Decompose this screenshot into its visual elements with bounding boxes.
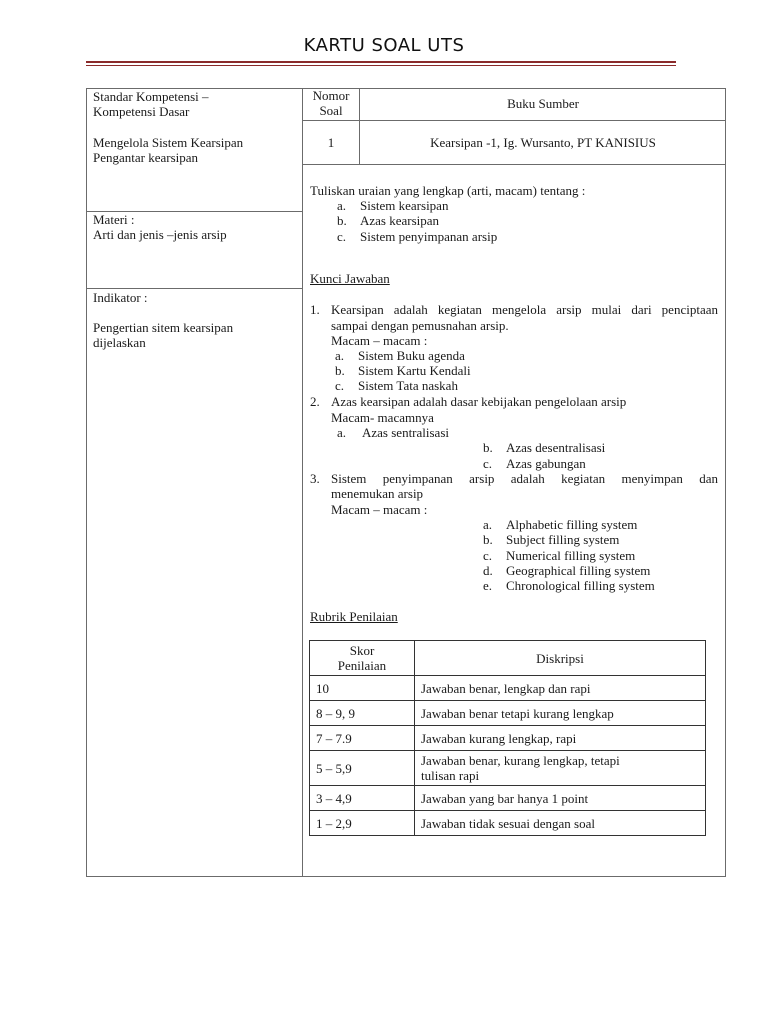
skor-cell: 3 – 4,9 bbox=[310, 786, 415, 811]
list-item: Subject filling system bbox=[506, 532, 620, 547]
list-marker: a. bbox=[337, 198, 347, 213]
sk-line-2: Pengantar kearsipan bbox=[93, 150, 199, 165]
list-item: Sistem Buku agenda bbox=[358, 348, 465, 363]
list-item: Sistem kearsipan bbox=[360, 198, 449, 213]
list-marker: a. bbox=[335, 348, 345, 363]
table-row bbox=[310, 726, 706, 751]
title-rule bbox=[86, 61, 676, 63]
table-row bbox=[310, 811, 706, 836]
list-item: Azas gabungan bbox=[506, 456, 586, 471]
table-row bbox=[310, 676, 706, 701]
kd-title: Kompetensi Dasar bbox=[93, 104, 190, 119]
indikator-line-1: Pengertian sitem kearsipan bbox=[93, 320, 234, 335]
answer-text: Azas kearsipan adalah dasar kebijakan pengelolaan arsip bbox=[331, 394, 627, 409]
desc-cell: Jawaban yang bar hanya 1 point bbox=[415, 786, 706, 811]
skor-cell: 10 bbox=[310, 676, 415, 701]
page-title: KARTU SOAL UTS bbox=[303, 35, 465, 56]
list-marker: a. bbox=[483, 517, 493, 532]
materi-value: Arti dan jenis –jenis arsip bbox=[93, 227, 227, 242]
list-marker: b. bbox=[483, 532, 493, 547]
answer-number: 1. bbox=[310, 302, 320, 317]
rubric-heading: Rubrik Penilaian bbox=[310, 609, 398, 624]
list-marker: c. bbox=[483, 548, 493, 563]
desc-cell: Jawaban benar tetapi kurang lengkap bbox=[415, 701, 706, 726]
indikator-label: Indikator : bbox=[93, 290, 148, 305]
answer-number: 3. bbox=[310, 471, 320, 486]
indikator-line-2: dijelaskan bbox=[93, 335, 146, 350]
list-item: Azas kearsipan bbox=[360, 213, 440, 228]
column-header-line: Penilaian bbox=[337, 658, 387, 673]
answer-macam: Macam – macam : bbox=[331, 333, 428, 348]
soal-label: Soal bbox=[319, 103, 343, 118]
desc-line: Jawaban benar, kurang lengkap, tetapi bbox=[421, 753, 620, 768]
question-prompt: Tuliskan uraian yang lengkap (arti, macam) tentang : bbox=[310, 183, 586, 198]
list-item: Chronological filling system bbox=[506, 578, 655, 593]
table-row bbox=[310, 786, 706, 811]
list-marker: b. bbox=[335, 363, 345, 378]
desc-cell: Jawaban kurang lengkap, rapi bbox=[415, 726, 706, 751]
answer-macam: Macam – macam : bbox=[331, 502, 428, 517]
skor-cell: 5 – 5,9 bbox=[310, 751, 415, 786]
title-rule-thin bbox=[86, 65, 676, 66]
buku-sumber-header: Buku Sumber bbox=[507, 96, 579, 111]
table-row bbox=[310, 701, 706, 726]
desc-line: tulisan rapi bbox=[421, 768, 480, 783]
answer-text: sampai dengan pemusnahan arsip. bbox=[331, 318, 509, 333]
list-marker: c. bbox=[337, 229, 347, 244]
list-marker: e. bbox=[483, 578, 493, 593]
answer-text: menemukan arsip bbox=[331, 486, 424, 501]
sk-title: Standar Kompetensi – bbox=[93, 89, 209, 104]
list-marker: b. bbox=[483, 440, 493, 455]
list-marker: d. bbox=[483, 563, 493, 578]
list-marker: a. bbox=[337, 425, 347, 440]
list-item: Numerical filling system bbox=[506, 548, 636, 563]
list-marker: c. bbox=[335, 378, 345, 393]
nomor-value: 1 bbox=[327, 135, 335, 150]
answer-macam: Macam- macamnya bbox=[331, 410, 434, 425]
answer-number: 2. bbox=[310, 394, 320, 409]
list-item: Sistem penyimpanan arsip bbox=[360, 229, 498, 244]
skor-cell: 1 – 2,9 bbox=[310, 811, 415, 836]
buku-sumber-value: Kearsipan -1, Ig. Wursanto, PT KANISIUS bbox=[430, 135, 656, 150]
list-marker: c. bbox=[483, 456, 493, 471]
column-header-skor bbox=[310, 641, 415, 676]
rubric-table bbox=[309, 640, 706, 836]
list-item: Azas sentralisasi bbox=[362, 425, 450, 440]
list-item: Sistem Kartu Kendali bbox=[358, 363, 471, 378]
answer-heading: Kunci Jawaban bbox=[310, 271, 390, 286]
list-item: Azas desentralisasi bbox=[506, 440, 606, 455]
skor-cell: 7 – 7.9 bbox=[310, 726, 415, 751]
list-item: Geographical filling system bbox=[506, 563, 651, 578]
materi-label: Materi : bbox=[93, 212, 135, 227]
nomor-label: Nomor bbox=[312, 88, 350, 103]
list-marker: b. bbox=[337, 213, 347, 228]
skor-cell: 8 – 9, 9 bbox=[310, 701, 415, 726]
answer-text: Kearsipan adalah kegiatan mengelola arsip mulai dari penciptaan bbox=[331, 302, 718, 317]
table-row bbox=[310, 751, 706, 786]
answer-text: Sistem penyimpanan arsip adalah kegiatan menyimpan dan bbox=[331, 471, 718, 486]
desc-cell bbox=[415, 751, 706, 786]
desc-cell: Jawaban benar, lengkap dan rapi bbox=[415, 676, 706, 701]
column-header-line: Skor bbox=[349, 643, 375, 658]
column-header-diskripsi: Diskripsi bbox=[415, 641, 706, 676]
table-header-row bbox=[310, 641, 706, 676]
desc-cell: Jawaban tidak sesuai dengan soal bbox=[415, 811, 706, 836]
sk-line-1: Mengelola Sistem Kearsipan bbox=[93, 135, 244, 150]
list-item: Alphabetic filling system bbox=[506, 517, 638, 532]
list-item: Sistem Tata naskah bbox=[358, 378, 458, 393]
